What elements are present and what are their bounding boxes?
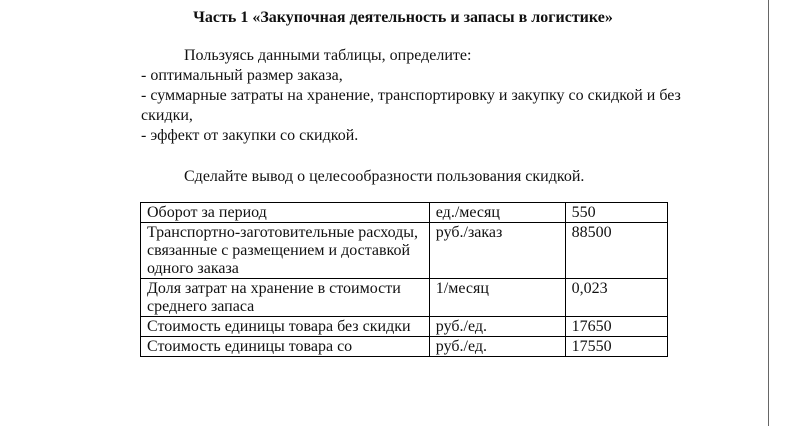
value-cell: 88500 bbox=[565, 223, 667, 279]
task-line: - суммарные затраты на хранение, транспортировку и закупку со скидкой и без bbox=[141, 87, 681, 104]
unit-cell: руб./ед. bbox=[429, 337, 565, 357]
task-list bbox=[141, 66, 741, 146]
table-row bbox=[141, 203, 668, 223]
page-edge-rule bbox=[768, 0, 769, 426]
table-row bbox=[141, 223, 668, 279]
unit-cell: 1/месяц bbox=[429, 279, 565, 317]
task-line: - оптимальный размер заказа, bbox=[141, 67, 343, 84]
param-name-cell: Доля затрат на хранение в стоимости среднего запаса bbox=[141, 279, 430, 317]
param-name-cell: Транспортно-заготовительные расходы, связанные с размещением и доставкой одного заказа bbox=[141, 223, 430, 279]
conclusion-text: Сделайте вывод о целесообразности пользования скидкой. bbox=[184, 168, 585, 185]
value-cell: 17650 bbox=[565, 317, 667, 337]
value-cell: 0,023 bbox=[565, 279, 667, 317]
unit-cell: руб./ед. bbox=[429, 317, 565, 337]
table-row bbox=[141, 317, 668, 337]
data-table bbox=[140, 202, 668, 357]
table-row bbox=[141, 337, 668, 357]
param-name-cell: Оборот за период bbox=[141, 203, 430, 223]
param-name-cell: Стоимость единицы товара без скидки bbox=[141, 317, 430, 337]
task-line: - эффект от закупки со скидкой. bbox=[141, 127, 359, 144]
intro-text: Пользуясь данными таблицы, определите: bbox=[184, 47, 472, 64]
param-name-cell: Стоимость единицы товара со bbox=[141, 337, 430, 357]
value-cell: 17550 bbox=[565, 337, 667, 357]
task-line: скидки, bbox=[141, 107, 193, 124]
unit-cell: ед./месяц bbox=[429, 203, 565, 223]
section-heading: Часть 1 «Закупочная деятельность и запасы в логистике» bbox=[193, 9, 613, 26]
table-row bbox=[141, 279, 668, 317]
unit-cell: руб./заказ bbox=[429, 223, 565, 279]
value-cell: 550 bbox=[565, 203, 667, 223]
